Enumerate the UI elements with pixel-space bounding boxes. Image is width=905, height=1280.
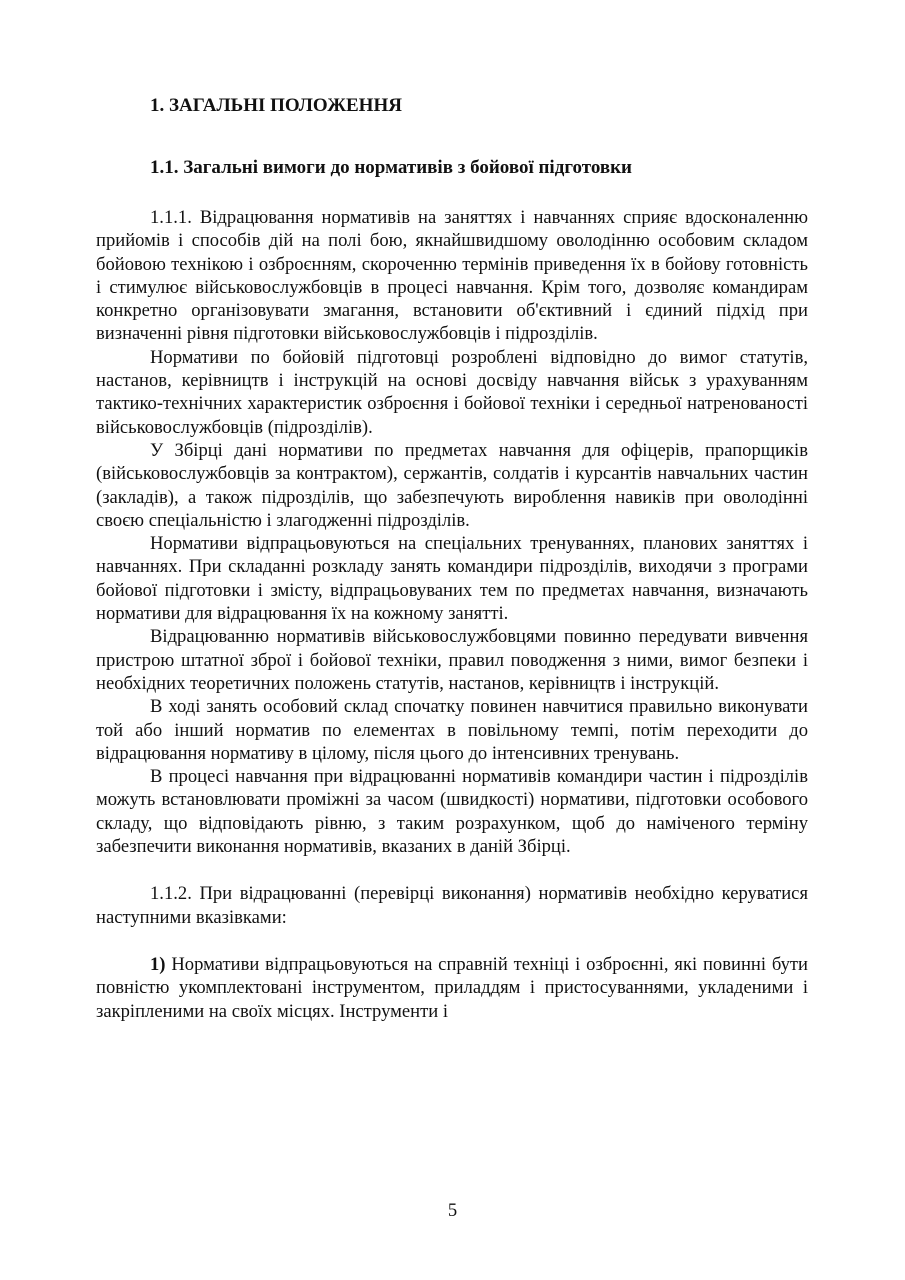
paragraph: Нормативи відпрацьовуються на спеціальних тренуваннях, планових заняттях і навчаннях. При складанні розкладу занять командири підрозділів, виходячи з програми бойової підготовки і змісту, відпрацьовуваних тем по предметах навчання, визначають нормативи для відрацювання їх на кожному занятті. (96, 533, 808, 625)
paragraph: Відрацюванню нормативів військовослужбовцями повинно передувати вивчення пристрою штатної зброї і бойової техніки, правил поводження з ними, вимог безпеки і необхідних теоретичних положень статутів, настанов, керівництв і інструкцій. (96, 626, 808, 694)
page-number: 5 (447, 1200, 458, 1221)
subsection-heading: 1.1. Загальні вимоги до нормативів з бойової підготовки (150, 157, 632, 178)
paragraph: В ході занять особовий склад спочатку повинен навчитися правильно виконувати той або інший норматив по елементах в повільному темпі, потім переходити до відрацювання нормативу в цілому, після цього до інтенсивних тренувань. (96, 696, 808, 764)
paragraph: У Збірці дані нормативи по предметах навчання для офіцерів, прапорщиків (військовослужбовців за контрактом), сержантів, солдатів і курсантів навчальних частин (закладів), а також підрозділів, що забезпечують вироблення навиків при оволодінні своєю спеціальністю і злагодженні підрозділів. (96, 439, 808, 531)
list-item-number: 1) (150, 953, 166, 975)
section-heading: 1. ЗАГАЛЬНІ ПОЛОЖЕННЯ (150, 95, 402, 116)
list-item-text: Нормативи відпрацьовуються на справній техніці і озброєнні, які повинні бути повністю укомплектовані інструментом, приладдям і пристосуваннями, укладеними і закріпленими на своїх місцях. Інструменти і (96, 953, 808, 1022)
paragraph: Нормативи по бойовій підготовці розроблені відповідно до вимог статутів, настанов, керівництв і інструкцій на основі досвіду навчання військ з урахуванням тактико-технічних характеристик озброєння і бойової техніки і середньої натренованості військовослужбовців (підрозділів). (96, 346, 808, 438)
page-content (96, 94, 808, 1023)
list-item-1 (96, 953, 808, 1023)
paragraph: В процесі навчання при відрацюванні нормативів командири частин і підрозділів можуть встановлювати проміжні за часом (швидкості) нормативи, підготовки особового складу, що відповідають рівню, з таким розрахунком, щоб до наміченого терміну забезпечити виконання нормативів, вказаних в даній Збірці. (96, 766, 808, 858)
paragraph-111: 1.1.1. Відрацювання нормативів на заняттях і навчаннях сприяє вдосконаленню прийомів і способів дій на полі бою, якнайшвидшому оволодінню особовим складом бойовою технікою і озброєнням, скороченню термінів приведення їх в бойову готовність і стимулює військовослужбовців в процесі навчання. Крім того, дозволяє командирам конкретно організовувати змагання, встановити об'єктивний і єдиний підхід при визначенні рівня підготовки військовослужбовців і підрозділів. (96, 207, 808, 345)
paragraph-112: 1.1.2. При відрацюванні (перевірці виконання) нормативів необхідно керуватися наступними вказівками: (96, 883, 808, 928)
